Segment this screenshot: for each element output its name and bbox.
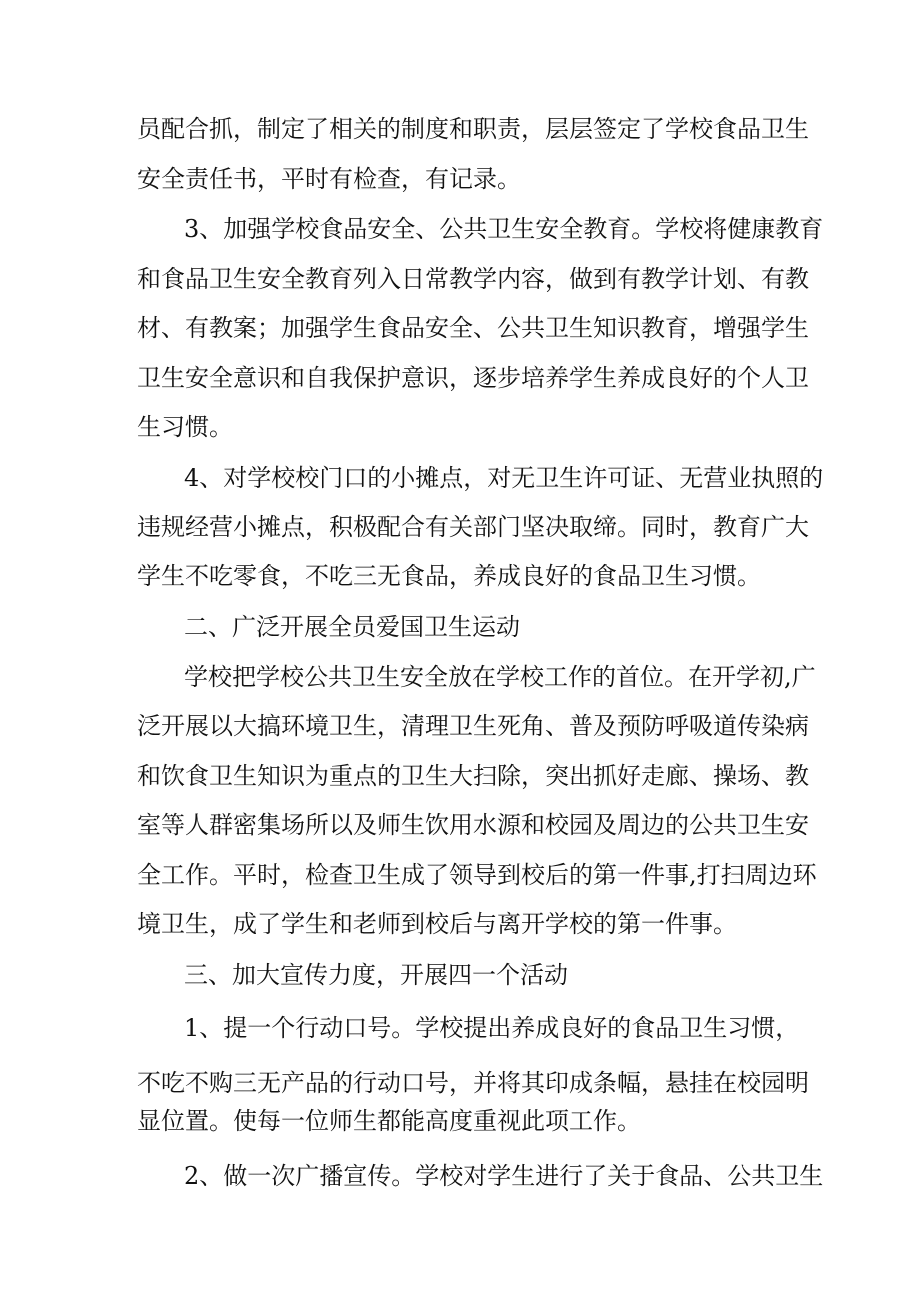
paragraph-line: 1、提一个行动口号。学校提出养成良好的食品卫生习惯， [184, 1014, 800, 1042]
paragraph-line: 4、对学校校门口的小摊点，对无卫生许可证、无营业执照的 [184, 464, 824, 492]
paragraph-line: 员配合抓，制定了相关的制度和职责，层层签定了学校食品卫生 [137, 115, 809, 143]
paragraph-line: 2、做一次广播宣传。学校对学生进行了关于食品、公共卫生 [184, 1162, 824, 1190]
paragraph-line: 全工作。平时，检查卫生成了领导到校后的第一件事,打扫周边环 [137, 861, 817, 889]
paragraph-line: 泛开展以大搞环境卫生，清理卫生死角、普及预防呼吸道传染病 [137, 712, 809, 740]
paragraph-line: 学校把学校公共卫生安全放在学校工作的首位。在开学初,广 [184, 663, 816, 691]
paragraph-line: 材、有教案；加强学生食品安全、公共卫生知识教育，增强学生 [137, 314, 809, 342]
paragraph-line: 不吃不购三无产品的行动口号，并将其印成条幅，悬挂在校园明 [137, 1069, 809, 1097]
paragraph-line: 3、加强学校食品安全、公共卫生安全教育。学校将健康教育 [184, 215, 824, 243]
paragraph-line: 卫生安全意识和自我保护意识，逐步培养学生养成良好的个人卫 [137, 364, 809, 392]
paragraph-line: 生习惯。 [137, 413, 233, 441]
paragraph-line: 显位置。使每一位师生都能高度重视此项工作。 [137, 1107, 641, 1135]
paragraph-line: 安全责任书，平时有检查，有记录。 [137, 165, 521, 193]
paragraph-line: 学生不吃零食，不吃三无食品，养成良好的食品卫生习惯。 [137, 562, 761, 590]
section-heading: 三、加大宣传力度，开展四一个活动 [184, 961, 568, 989]
section-heading: 二、广泛开展全员爱国卫生运动 [184, 613, 520, 641]
paragraph-line: 室等人群密集场所以及师生饮用水源和校园及周边的公共卫生安 [137, 811, 809, 839]
paragraph-line: 和食品卫生安全教育列入日常教学内容，做到有教学计划、有教 [137, 265, 809, 293]
paragraph-line: 违规经营小摊点，积极配合有关部门坚决取缔。同时，教育广大 [137, 513, 809, 541]
paragraph-line: 和饮食卫生知识为重点的卫生大扫除，突出抓好走廊、操场、教 [137, 762, 809, 790]
paragraph-line: 境卫生，成了学生和老师到校后与离开学校的第一件事。 [137, 910, 737, 938]
